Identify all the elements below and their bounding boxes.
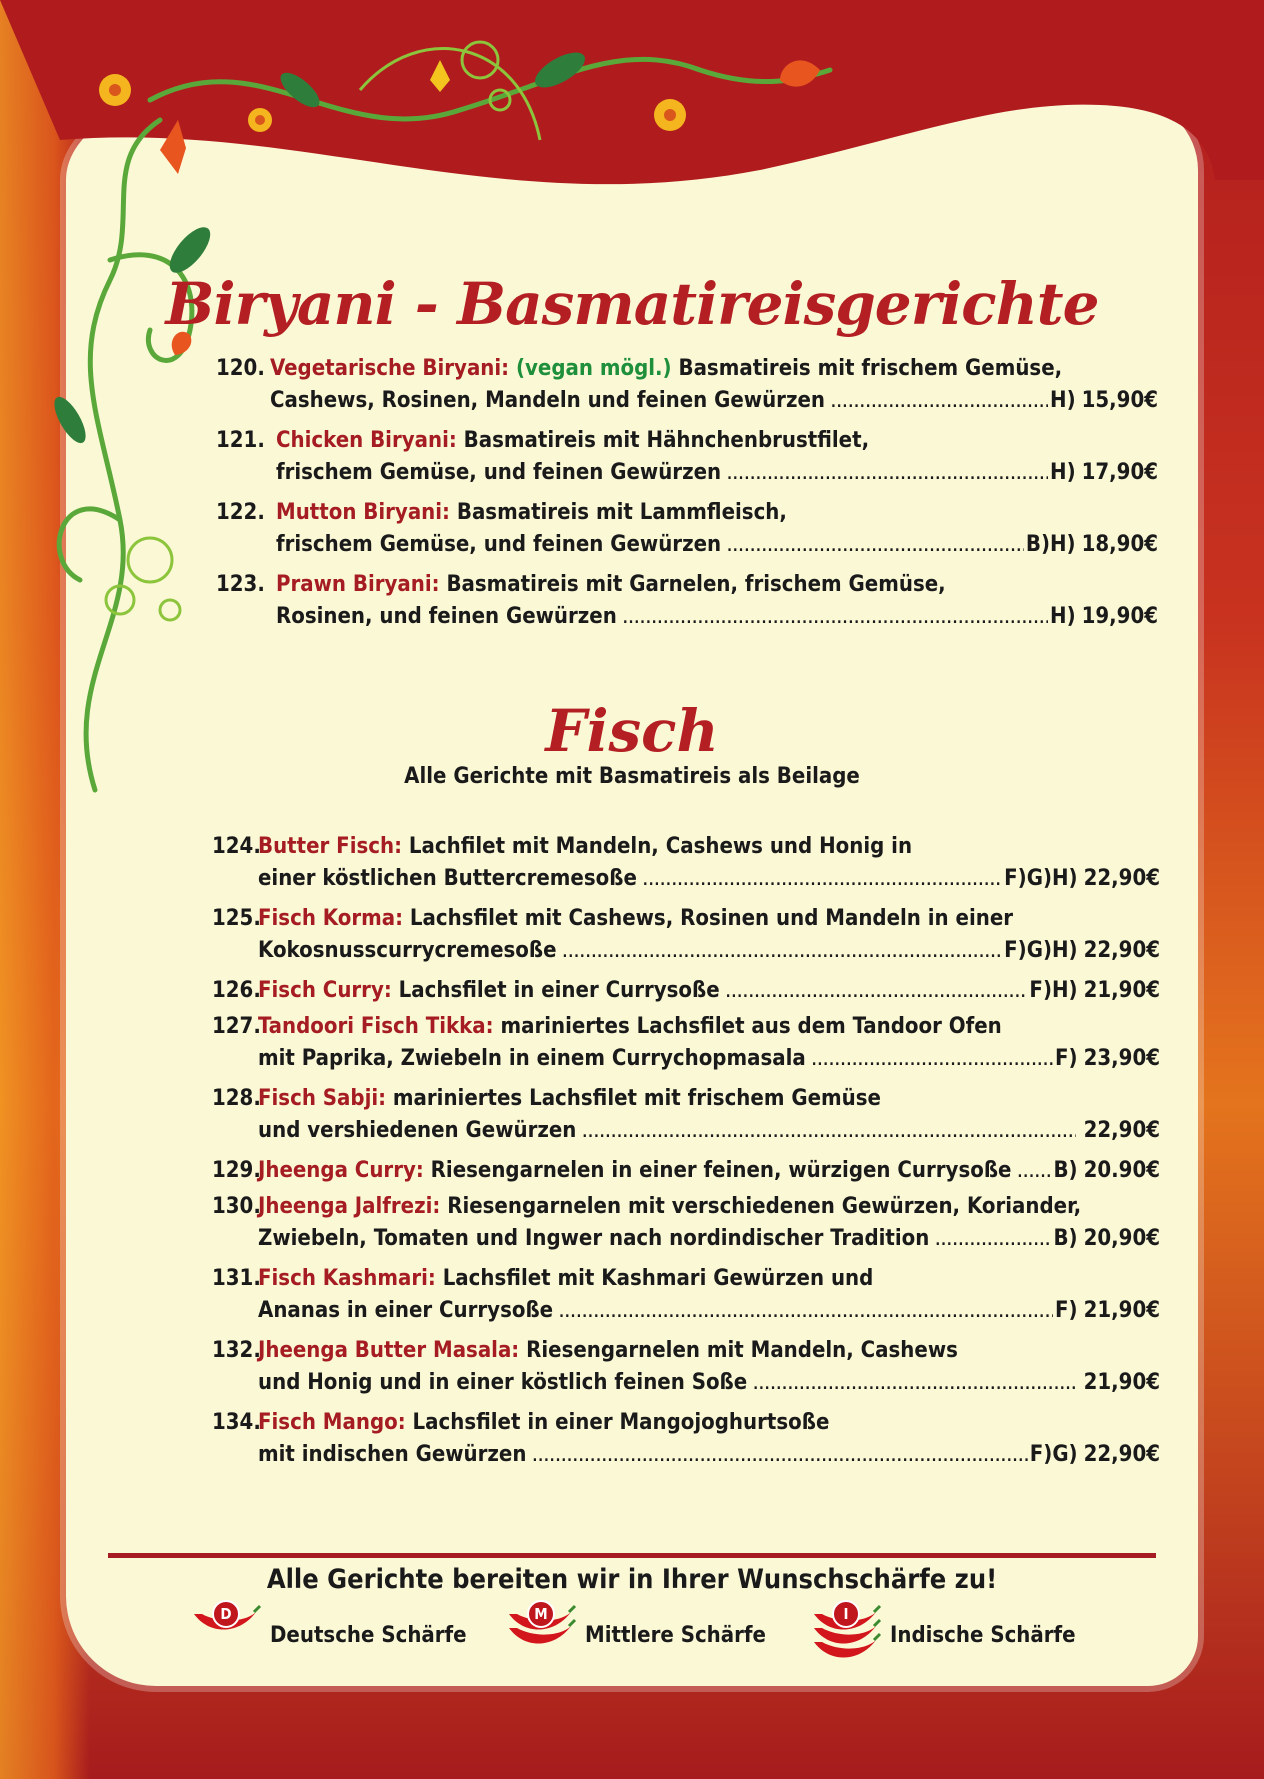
item-line-1 bbox=[276, 498, 787, 528]
item-allergens: F)G) bbox=[1029, 1442, 1078, 1467]
leader-dots bbox=[643, 866, 1002, 896]
item-text bbox=[258, 1156, 1012, 1186]
item-description-2: Cashews, Rosinen, Mandeln und feinen Gewürzen bbox=[270, 388, 825, 413]
item-description: Basmatireis mit Hähnchenbrustfilet, bbox=[456, 428, 870, 453]
item-line-2 bbox=[258, 936, 1160, 966]
item-price: 18,90€ bbox=[1081, 532, 1158, 557]
item-description: Riesengarnelen mit Mandeln, Cashews bbox=[519, 1338, 958, 1363]
item-description: Riesengarnelen in einer feinen, würzigen Currysoße bbox=[423, 1158, 1012, 1183]
item-line-2 bbox=[258, 1044, 1160, 1074]
item-number: 131. bbox=[212, 1266, 261, 1291]
item-price: 21,90€ bbox=[1083, 1298, 1160, 1323]
chili-icon bbox=[190, 1600, 262, 1670]
leader-dots bbox=[532, 1442, 1027, 1472]
item-allergens: F) bbox=[1055, 1046, 1078, 1071]
item-name: Mutton Biryani: bbox=[276, 500, 450, 525]
item-name: Fisch Korma: bbox=[258, 906, 404, 931]
leader-dots bbox=[559, 1298, 1053, 1328]
item-allergens: F)G)H) bbox=[1004, 866, 1078, 891]
chili-stem bbox=[874, 1634, 880, 1640]
item-description-2: Zwiebeln, Tomaten und Ingwer nach nordindischer Tradition bbox=[258, 1226, 930, 1251]
item-number: 124. bbox=[212, 834, 261, 859]
item-price: 22,90€ bbox=[1083, 1442, 1160, 1467]
item-description-2: mit Paprika, Zwiebeln in einem Currychopmasala bbox=[258, 1046, 806, 1071]
item-line-1 bbox=[258, 1084, 881, 1114]
item-description: Basmatireis mit Garnelen, frischem Gemüse, bbox=[439, 572, 946, 597]
item-line-2 bbox=[276, 458, 1158, 488]
item-number: 121. bbox=[216, 428, 265, 453]
leader-dots bbox=[727, 532, 1024, 562]
item-description-2: mit indischen Gewürzen bbox=[258, 1442, 527, 1467]
item-name: Butter Fisch: bbox=[258, 834, 403, 859]
item-description-2: frischem Gemüse, und feinen Gewürzen bbox=[276, 460, 722, 485]
item-line-2 bbox=[258, 1224, 1160, 1254]
item-name: Jheenga Jalfrezi: bbox=[258, 1194, 441, 1219]
spice-badge: D bbox=[212, 1600, 240, 1628]
item-number: 134. bbox=[212, 1410, 261, 1435]
item-price: 22,90€ bbox=[1083, 866, 1160, 891]
item-line-1 bbox=[258, 1012, 1002, 1042]
item-line-2 bbox=[258, 1368, 1160, 1398]
item-line-1 bbox=[270, 354, 1062, 384]
item-description-2: Rosinen, und feinen Gewürzen bbox=[276, 604, 617, 629]
spice-level bbox=[810, 1600, 1076, 1670]
item-name: Jheenga Butter Masala: bbox=[258, 1338, 520, 1363]
item-line-2 bbox=[258, 864, 1160, 894]
item-number: 130. bbox=[212, 1194, 261, 1219]
item-description-2: und vershiedenen Gewürzen bbox=[258, 1118, 577, 1143]
item-description: Lachsfilet in einer Mangojoghurtsoße bbox=[405, 1410, 830, 1435]
biryani-section-title: Biryani - Basmatireisgerichte bbox=[165, 270, 1099, 338]
item-price: 20,90€ bbox=[1083, 1226, 1160, 1251]
item-allergens: B) bbox=[1053, 1158, 1078, 1183]
item-allergens: F)G)H) bbox=[1004, 938, 1078, 963]
item-description: Lachsfilet in einer Currysoße bbox=[391, 978, 720, 1003]
item-description-2: und Honig und in einer köstlich feinen Soße bbox=[258, 1370, 748, 1395]
item-number: 127. bbox=[212, 1014, 261, 1039]
item-description: Lachsfilet mit Kashmari Gewürzen und bbox=[435, 1266, 874, 1291]
item-line-1 bbox=[258, 904, 1013, 934]
leader-dots bbox=[831, 388, 1048, 418]
item-number: 128. bbox=[212, 1086, 261, 1111]
item-price: 22,90€ bbox=[1083, 938, 1160, 963]
item-number: 120. bbox=[216, 356, 265, 381]
item-price: 20.90€ bbox=[1083, 1158, 1160, 1183]
item-price: 17,90€ bbox=[1081, 460, 1158, 485]
item-description: Basmatireis mit frischem Gemüse, bbox=[671, 356, 1063, 381]
item-line-1 bbox=[276, 570, 946, 600]
chili-icon bbox=[505, 1600, 577, 1670]
fisch-section-subtitle: Alle Gerichte mit Basmatireis als Beilage bbox=[404, 764, 860, 789]
item-line-2 bbox=[276, 602, 1158, 632]
item-allergens: F)H) bbox=[1029, 978, 1078, 1003]
spice-label: Mittlere Schärfe bbox=[585, 1622, 766, 1648]
divider-line bbox=[108, 1553, 1156, 1558]
spice-label: Indische Schärfe bbox=[890, 1622, 1076, 1648]
item-line-2 bbox=[276, 530, 1158, 560]
item-allergens: H) bbox=[1050, 604, 1076, 629]
leader-dots bbox=[753, 1370, 1075, 1400]
item-number: 123. bbox=[216, 572, 265, 597]
item-name: Chicken Biryani: bbox=[276, 428, 457, 453]
leader-dots bbox=[935, 1226, 1051, 1256]
item-line-1 bbox=[258, 1408, 829, 1438]
item-name: Fisch Kashmari: bbox=[258, 1266, 436, 1291]
item-name: Fisch Sabji: bbox=[258, 1086, 387, 1111]
fisch-section-title: Fisch bbox=[545, 697, 719, 765]
item-line-1 bbox=[276, 426, 869, 456]
item-line-2 bbox=[258, 1440, 1160, 1470]
item-allergens: H) bbox=[1050, 460, 1076, 485]
spice-title: Alle Gerichte bereiten wir in Ihrer Wunschschärfe zu! bbox=[266, 1564, 998, 1595]
item-number: 132. bbox=[212, 1338, 261, 1363]
item-text bbox=[258, 976, 720, 1006]
item-name: Fisch Mango: bbox=[258, 1410, 406, 1435]
item-name: Prawn Biryani: bbox=[276, 572, 440, 597]
leader-dots bbox=[623, 604, 1048, 634]
vegan-note: (vegan mögl.) bbox=[515, 356, 672, 381]
item-description: Basmatireis mit Lammfleisch, bbox=[449, 500, 787, 525]
item-number: 129. bbox=[212, 1158, 261, 1183]
spice-label: Deutsche Schärfe bbox=[270, 1622, 467, 1648]
item-price: 21,90€ bbox=[1083, 978, 1160, 1003]
item-line-2 bbox=[258, 1296, 1160, 1326]
item-line-2 bbox=[258, 1116, 1160, 1146]
item-line-2 bbox=[270, 386, 1158, 416]
item-line-1 bbox=[258, 1336, 958, 1366]
item-number: 122. bbox=[216, 500, 265, 525]
item-description-2: frischem Gemüse, und feinen Gewürzen bbox=[276, 532, 722, 557]
item-allergens: B)H) bbox=[1025, 532, 1076, 557]
item-allergens: F) bbox=[1055, 1298, 1078, 1323]
chili-stem bbox=[569, 1606, 575, 1612]
leader-dots bbox=[727, 460, 1048, 490]
item-line-1 bbox=[258, 976, 1160, 1006]
leader-dots bbox=[812, 1046, 1053, 1076]
item-description: mariniertes Lachsfilet aus dem Tandoor Ofen bbox=[493, 1014, 1002, 1039]
chili-stem bbox=[254, 1606, 260, 1612]
item-line-1 bbox=[258, 1192, 1081, 1222]
item-number: 125. bbox=[212, 906, 261, 931]
item-description-2: Kokosnusscurrycremesoße bbox=[258, 938, 557, 963]
spice-badge: I bbox=[832, 1600, 860, 1628]
item-price: 23,90€ bbox=[1083, 1046, 1160, 1071]
spice-badge: M bbox=[527, 1600, 555, 1628]
item-price: 15,90€ bbox=[1081, 388, 1158, 413]
item-name: Jheenga Curry: bbox=[258, 1158, 424, 1183]
chili-stem bbox=[874, 1620, 880, 1626]
chili-stem bbox=[874, 1606, 880, 1612]
item-allergens: H) bbox=[1050, 388, 1076, 413]
spice-level bbox=[190, 1600, 467, 1670]
item-description: mariniertes Lachsfilet mit frischem Gemüse bbox=[386, 1086, 881, 1111]
item-description: Lachsfilet mit Cashews, Rosinen und Mandeln in einer bbox=[403, 906, 1014, 931]
item-price: 21,90€ bbox=[1083, 1370, 1160, 1395]
item-number: 126. bbox=[212, 978, 261, 1003]
leader-dots bbox=[726, 978, 1028, 1008]
chili-stem bbox=[569, 1620, 575, 1626]
item-line-1 bbox=[258, 1156, 1160, 1186]
leader-dots bbox=[563, 938, 1003, 968]
item-line-1 bbox=[258, 1264, 873, 1294]
leader-dots bbox=[582, 1118, 1075, 1148]
item-name: Fisch Curry: bbox=[258, 978, 392, 1003]
item-price: 22,90€ bbox=[1083, 1118, 1160, 1143]
item-price: 19,90€ bbox=[1081, 604, 1158, 629]
item-description-2: einer köstlichen Buttercremesoße bbox=[258, 866, 637, 891]
chili-icon bbox=[810, 1600, 882, 1670]
item-description-2: Ananas in einer Currysoße bbox=[258, 1298, 554, 1323]
item-line-1 bbox=[258, 832, 912, 862]
item-description: Riesengarnelen mit verschiedenen Gewürzen, Koriander, bbox=[440, 1194, 1082, 1219]
leader-dots bbox=[1018, 1158, 1052, 1188]
item-description: Lachfilet mit Mandeln, Cashews und Honig in bbox=[402, 834, 913, 859]
item-name: Tandoori Fisch Tikka: bbox=[258, 1014, 494, 1039]
item-allergens: B) bbox=[1053, 1226, 1078, 1251]
spice-level bbox=[505, 1600, 766, 1670]
item-name: Vegetarische Biryani: bbox=[270, 356, 510, 381]
